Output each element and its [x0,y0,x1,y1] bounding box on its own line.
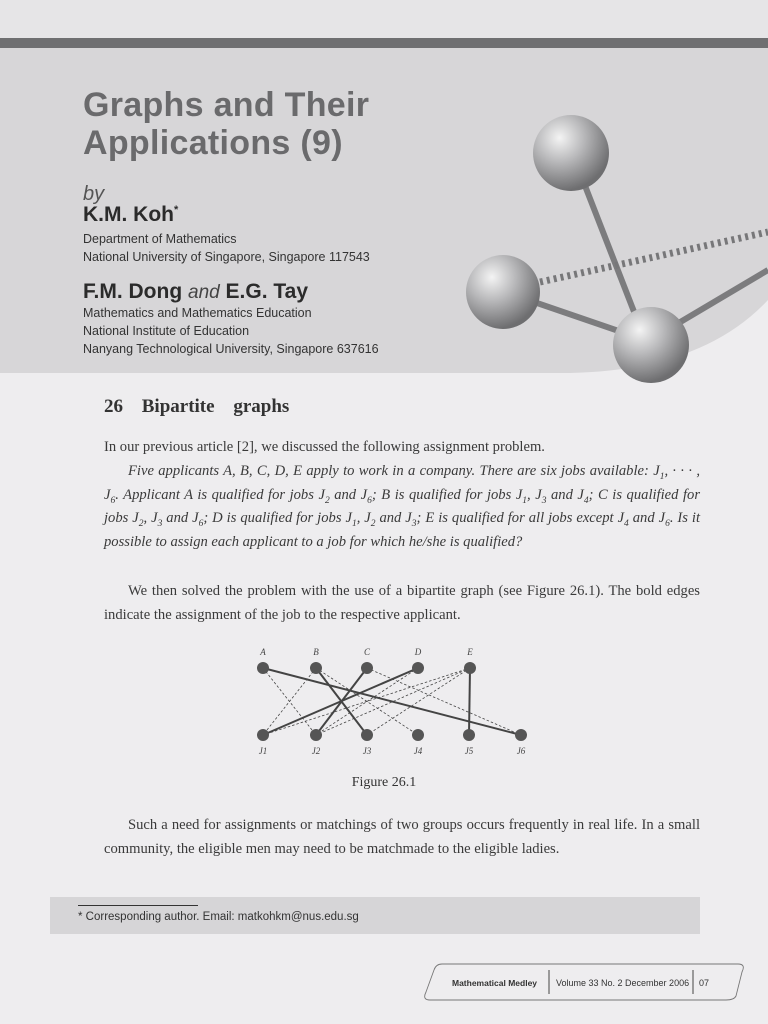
problem-text: ; B is qualified for jobs [371,486,516,503]
affiliation-koh [83,230,370,266]
sphere-top [533,115,609,191]
bold-edge-e-j5 [469,668,470,735]
journal-name: Mathematical Medley [452,978,538,988]
vertex-j6 [515,729,527,741]
bottom-label-j4: J4 [413,746,423,756]
figure-caption: Figure 26.1 [351,775,417,790]
edge-e-j3 [367,668,470,735]
article-title [83,86,369,162]
footnote-text: * Corresponding author. Email: matkohkm@nus.edu.sg [78,911,359,923]
problem-text: Five applicants A, B, C, D, E apply to work in a company. There are six jobs available: [128,463,654,479]
affiliation-line: Nanyang Technological University, Singapore 637616 [83,342,379,356]
footnote-rule [78,905,198,906]
vertex-j2 [310,729,322,741]
edge-e-j1 [263,668,470,735]
solution-paragraph: We then solved the problem with the use of a bipartite graph (see Figure 26.1). The bold edges indicate the assignment of the job to the respective applicant. [104,583,700,623]
vertex-j3 [361,729,373,741]
vertex-a [257,662,269,674]
dashed-bond [540,232,768,282]
problem-paragraph: Five applicants A, B, C, D, E apply to work in a company. There are six jobs available: $J_1$, · · · , $J_6$. Applicant A is qualified for jobs $J_2$ and $J_6$; B is qualified for jobs $J_1$, $J_3$ and $J_4$; C is qualified for jobs $J_2$, $J_3$ and $J_6$; D is qualified for jobs $J_1$, $J_2$ and $J_3$; E is qualified for all jobs except $J_4$ and $J_6$. Is it possible to assign each applicant to a job for which he/she is qualified? [104,463,701,550]
section-heading [104,396,289,418]
page-number: 07 [699,978,710,988]
author-koh [83,203,178,227]
author-name: K.M. Koh [83,203,174,226]
top-label-b: B [313,647,319,657]
author-name: E.G. Tay [225,280,309,303]
bottom-label-j1: J1 [258,746,268,756]
title-line-1: Graphs and Their [83,86,370,124]
bottom-label-j2: J2 [311,746,321,756]
sphere-bottom [613,307,689,383]
vertex-j1 [257,729,269,741]
bottom-label-j5: J5 [464,746,474,756]
affiliation-line: Department of Mathematics [83,232,237,246]
vertex-b [310,662,322,674]
affiliation-dong-tay [83,304,379,358]
section-number: 26 [104,396,123,417]
byline: by [83,183,105,205]
section-title: Bipartite graphs [141,396,290,417]
vertex-e [464,662,476,674]
sphere-left [466,255,540,329]
author-conjunction: and [188,282,220,303]
footnote-box [50,897,700,934]
vertex-j4 [412,729,424,741]
bold-edge-a-j6 [263,668,521,735]
top-label-c: C [363,647,371,657]
closing-paragraph: Such a need for assignments or matchings of two groups occurs frequently in real life. In a small community, the eligible men may need to be matchmade to the eligible ladies. [104,817,700,857]
author-name: F.M. Dong [83,280,183,303]
top-label-a: A [260,647,266,657]
vertex-j5 [463,729,475,741]
title-line-2: Applications (9) [83,124,343,162]
bottom-label-j3: J3 [362,746,372,756]
problem-text: ; C is qualified for jobs [104,486,701,526]
problem-text: . Is it possible to assign each applicant to a job for which he/she is qualified? [104,510,701,550]
bipartite-graph-figure [245,640,535,765]
affiliation-line: National Institute of Education [83,324,250,338]
intro-paragraph: In our previous article [2], we discussed the following assignment problem. [104,439,545,455]
corresponding-marker: * [173,204,179,216]
top-label-e: E [467,647,473,657]
affiliation-line: Mathematics and Mathematics Education [83,306,312,320]
top-label-d: D [414,647,422,657]
journal-issue: Volume 33 No. 2 December 2006 [556,978,690,988]
author-dong-tay [83,280,308,304]
problem-text: ; E is qualified for all jobs except [416,510,618,526]
problem-text: Applicant A is qualified for jobs [123,486,319,503]
vertex-c [361,662,373,674]
vertex-d [412,662,424,674]
bottom-label-j6: J6 [516,746,526,756]
problem-text: ; D is qualified for jobs [203,510,346,526]
affiliation-line: National University of Singapore, Singapore 117543 [83,250,370,264]
